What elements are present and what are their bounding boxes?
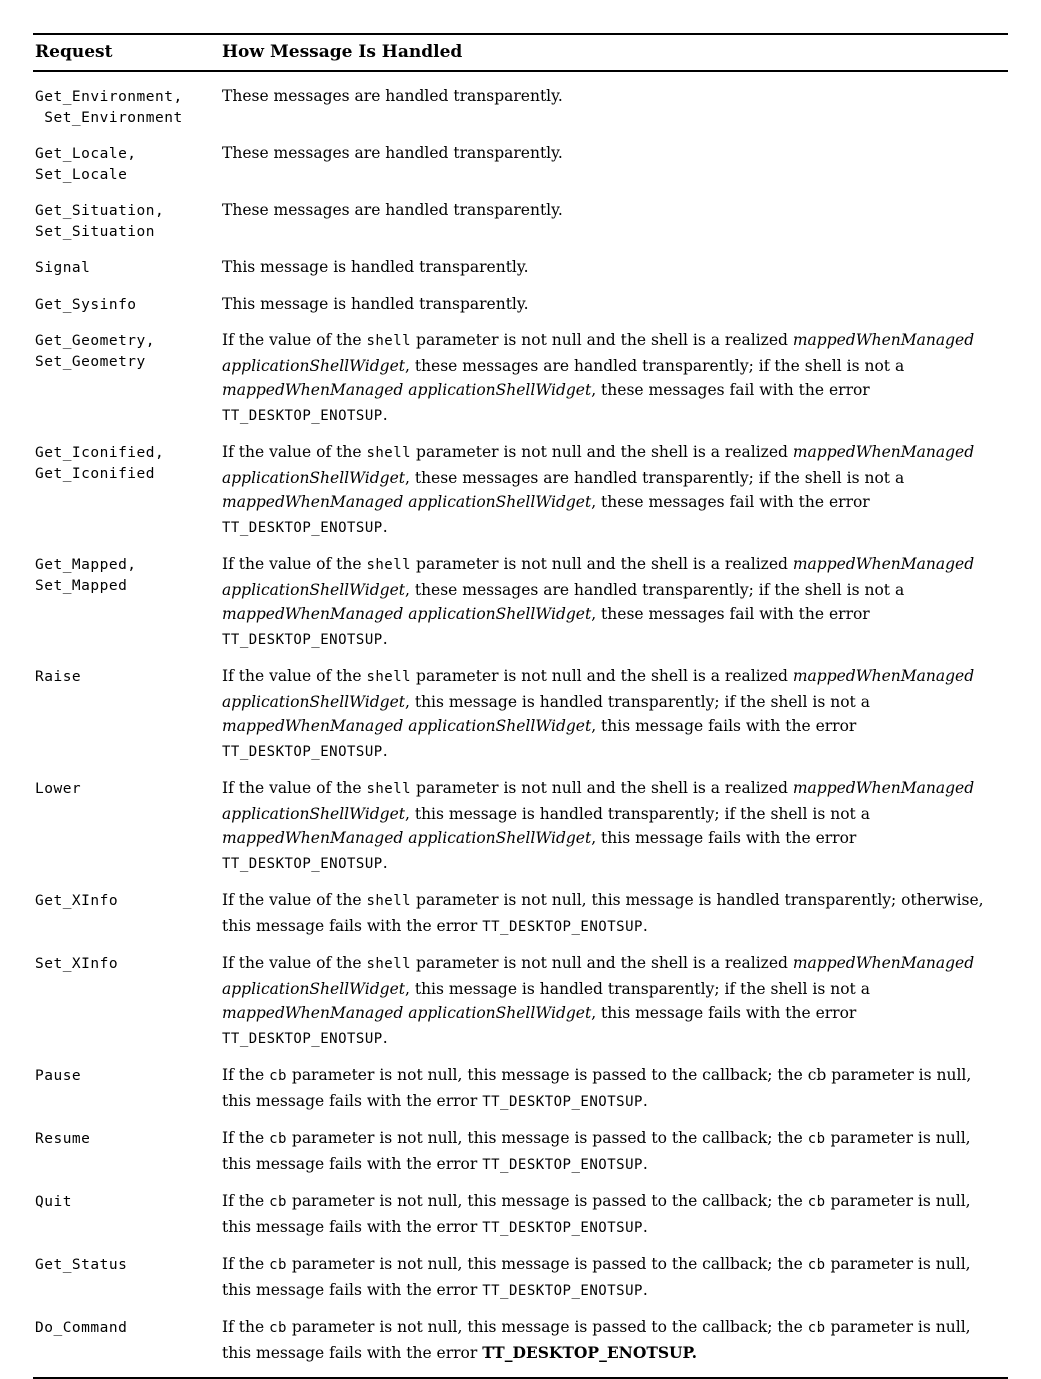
request-cell xyxy=(33,141,222,186)
description-segment: shell xyxy=(366,956,412,972)
description-segment: parameter is not null and the shell is a realized xyxy=(411,331,793,349)
table-row xyxy=(33,664,1008,764)
description-segment: TT_DESKTOP_ENOTSUP xyxy=(222,519,383,536)
description-segment: , this message fails with the error xyxy=(591,717,857,735)
request-cell xyxy=(33,664,222,688)
description-segment: parameter is not null, this message is passed to the callback; the xyxy=(286,1255,808,1273)
description-cell xyxy=(222,776,994,876)
request-line: Get_Environment, xyxy=(35,89,183,105)
description-segment: mappedWhenManaged applicationShellWidget xyxy=(222,779,975,823)
description-segment: parameter is null, this message fails with the error xyxy=(222,1255,971,1299)
description-segment: parameter is not null and the shell is a realized xyxy=(411,779,793,797)
description-segment: . xyxy=(642,1280,648,1299)
table-row xyxy=(33,1252,1008,1303)
description-segment: mappedWhenManaged applicationShellWidget xyxy=(222,493,592,511)
description-segment: TT_DESKTOP_ENOTSUP xyxy=(482,1093,643,1110)
description-segment: parameter is not null and the shell is a realized xyxy=(411,954,793,972)
description-cell xyxy=(222,1315,994,1365)
description-segment: . xyxy=(642,1091,648,1110)
description-segment: . xyxy=(382,1028,388,1047)
description-segment: , these messages are handled transparently; if the shell is not a xyxy=(404,356,905,375)
table-row xyxy=(33,1315,1008,1365)
description-segment: shell xyxy=(366,333,412,349)
description-segment: If the value of the xyxy=(222,954,367,972)
request-cell xyxy=(33,198,222,243)
description-cell xyxy=(222,1126,994,1177)
description-segment: cb xyxy=(269,1320,287,1336)
description-segment: This message is handled transparently. xyxy=(222,294,529,313)
description-segment: shell xyxy=(366,669,412,685)
description-segment: mappedWhenManaged applicationShellWidget xyxy=(222,443,975,487)
table-row xyxy=(33,888,1008,939)
request-line: Get_Geometry, xyxy=(35,333,155,349)
description-segment: , this message fails with the error xyxy=(591,1004,857,1022)
request-cell xyxy=(33,951,222,975)
description-segment: If the value of the xyxy=(222,667,367,685)
description-segment: TT_DESKTOP_ENOTSUP xyxy=(222,1030,383,1047)
description-segment: . xyxy=(382,853,388,872)
description-segment: , this message is handled transparently; if the shell is not a xyxy=(404,804,870,823)
description-segment: TT_DESKTOP_ENOTSUP xyxy=(222,631,383,648)
description-segment: cb xyxy=(269,1257,287,1273)
description-segment: . xyxy=(382,517,388,536)
description-segment: cb xyxy=(269,1068,287,1084)
description-segment: cb xyxy=(269,1194,287,1210)
request-line: Get_XInfo xyxy=(35,893,119,909)
table-header-row xyxy=(33,35,1008,72)
table-row xyxy=(33,292,1008,317)
request-line: Lower xyxy=(35,781,82,797)
description-segment: shell xyxy=(366,893,412,909)
table-row xyxy=(33,141,1008,186)
table-row xyxy=(33,440,1008,540)
description-segment: shell xyxy=(366,557,412,573)
description-segment: cb xyxy=(807,1131,826,1147)
description-segment: If the value of the xyxy=(222,779,367,797)
description-segment: parameter is not null, this message is passed to the callback; the xyxy=(286,1192,808,1210)
request-cell xyxy=(33,552,222,597)
description-segment: mappedWhenManaged applicationShellWidget xyxy=(222,331,975,375)
request-cell xyxy=(33,328,222,373)
description-segment: If the value of the xyxy=(222,555,367,573)
description-segment: , this message fails with the error xyxy=(591,829,857,847)
table-row xyxy=(33,1063,1008,1114)
description-segment: cb xyxy=(807,1320,826,1336)
description-segment: . xyxy=(642,916,648,935)
request-cell xyxy=(33,292,222,316)
request-line: Signal xyxy=(35,260,91,276)
description-segment: , these messages are handled transparently; if the shell is not a xyxy=(404,580,905,599)
description-segment: TT_DESKTOP_ENOTSUP xyxy=(482,1156,643,1173)
description-segment: TT_DESKTOP_ENOTSUP xyxy=(222,855,383,872)
description-segment: . xyxy=(382,405,388,424)
description-segment: mappedWhenManaged applicationShellWidget xyxy=(222,829,592,847)
description-segment: , these messages fail with the error xyxy=(591,493,870,511)
description-cell xyxy=(222,84,994,109)
request-cell xyxy=(33,84,222,129)
description-cell xyxy=(222,664,994,764)
request-cell xyxy=(33,1126,222,1150)
description-segment: parameter is null, this message fails with the error xyxy=(222,1318,971,1362)
description-cell xyxy=(222,328,994,428)
request-line: Set_Situation xyxy=(35,224,155,240)
description-segment: If the value of the xyxy=(222,891,367,909)
request-line: Get_Iconified xyxy=(35,466,155,482)
description-segment: If the value of the xyxy=(222,443,367,461)
request-line: Raise xyxy=(35,669,82,685)
description-cell xyxy=(222,888,994,939)
description-segment: parameter is not null, this message is passed to the callback; the cb parameter is null, this message fails with the error xyxy=(222,1066,972,1110)
request-line: Get_Sysinfo xyxy=(35,296,137,313)
description-segment: parameter is not null and the shell is a realized xyxy=(411,667,793,685)
table-row xyxy=(33,951,1008,1051)
request-line: Do_Command xyxy=(35,1320,128,1336)
description-segment: parameter is not null and the shell is a realized xyxy=(411,443,793,461)
description-cell xyxy=(222,552,994,652)
description-cell xyxy=(222,1063,994,1114)
table-row xyxy=(33,776,1008,876)
request-line: Set_Mapped xyxy=(35,578,128,594)
description-segment: mappedWhenManaged applicationShellWidget xyxy=(222,555,975,599)
description-segment: parameter is null, this message fails with the error xyxy=(222,1192,971,1236)
description-segment: parameter is not null, this message is passed to the callback; the xyxy=(286,1129,808,1147)
description-cell xyxy=(222,440,994,540)
request-line: Get_Mapped, xyxy=(35,557,137,573)
description-segment: , these messages fail with the error xyxy=(591,381,870,399)
request-line: Set_Environment xyxy=(35,110,183,126)
column-header-how-handled: How Message Is Handled xyxy=(222,42,463,62)
table-row xyxy=(33,1189,1008,1240)
description-cell xyxy=(222,1252,994,1303)
description-cell xyxy=(222,255,994,280)
description-segment: . xyxy=(382,741,388,760)
description-segment: TT_DESKTOP_ENOTSUP xyxy=(482,1219,643,1236)
request-cell xyxy=(33,255,222,279)
description-segment: These messages are handled transparently. xyxy=(222,87,563,105)
description-segment: , this message is handled transparently; if the shell is not a xyxy=(404,692,870,711)
table-body xyxy=(33,84,1008,1365)
request-cell xyxy=(33,1315,222,1339)
table-row xyxy=(33,1126,1008,1177)
request-line: Get_Status xyxy=(35,1257,128,1273)
description-segment: If the xyxy=(222,1066,270,1084)
description-cell xyxy=(222,141,994,166)
request-cell xyxy=(33,1252,222,1276)
request-cell xyxy=(33,1189,222,1213)
description-segment: cb xyxy=(269,1131,287,1147)
request-line: Resume xyxy=(35,1131,91,1147)
table-row xyxy=(33,198,1008,243)
description-segment: These messages are handled transparently. xyxy=(222,144,563,162)
description-segment: , this message is handled transparently; if the shell is not a xyxy=(404,979,870,998)
request-line: Set_Geometry xyxy=(35,354,146,370)
description-segment: shell xyxy=(366,445,412,461)
description-segment: If the xyxy=(222,1129,270,1147)
description-segment: If the xyxy=(222,1192,270,1210)
table-row xyxy=(33,255,1008,280)
description-segment: TT_DESKTOP_ENOTSUP. xyxy=(482,1342,698,1362)
description-segment: If the value of the xyxy=(222,331,367,349)
request-line: Set_XInfo xyxy=(35,956,119,972)
description-segment: cb xyxy=(807,1194,826,1210)
description-segment: mappedWhenManaged applicationShellWidget xyxy=(222,605,592,623)
table-row xyxy=(33,328,1008,428)
description-segment: mappedWhenManaged applicationShellWidget xyxy=(222,381,592,399)
request-cell xyxy=(33,440,222,485)
request-cell xyxy=(33,888,222,912)
description-segment: shell xyxy=(366,781,412,797)
description-cell xyxy=(222,951,994,1051)
description-segment: If the xyxy=(222,1318,270,1336)
description-segment: TT_DESKTOP_ENOTSUP xyxy=(482,918,643,935)
description-segment: TT_DESKTOP_ENOTSUP xyxy=(222,407,383,424)
description-segment: parameter is not null, this message is passed to the callback; the xyxy=(286,1318,808,1336)
description-segment: . xyxy=(382,629,388,648)
description-segment: If the xyxy=(222,1255,270,1273)
description-cell xyxy=(222,198,994,223)
table-row xyxy=(33,552,1008,652)
description-segment: This message is handled transparently. xyxy=(222,258,529,276)
request-line: Get_Locale, xyxy=(35,146,137,162)
description-segment: parameter is not null, this message is handled transparently; otherwise, this message fails with the error xyxy=(222,891,984,935)
request-line: Pause xyxy=(35,1068,82,1084)
column-header-request: Request xyxy=(35,42,113,62)
request-cell xyxy=(33,776,222,800)
description-segment: . xyxy=(642,1217,648,1236)
description-segment: mappedWhenManaged applicationShellWidget xyxy=(222,717,592,735)
description-segment: . xyxy=(642,1154,648,1173)
request-line: Get_Iconified, xyxy=(35,445,165,461)
description-segment: , these messages are handled transparently; if the shell is not a xyxy=(404,468,905,487)
request-line: Get_Situation, xyxy=(35,203,165,219)
description-segment: parameter is null, this message fails with the error xyxy=(222,1129,971,1173)
request-line: Set_Locale xyxy=(35,167,128,183)
description-cell xyxy=(222,292,994,317)
description-segment: TT_DESKTOP_ENOTSUP xyxy=(482,1282,643,1299)
description-cell xyxy=(222,1189,994,1240)
request-line: Quit xyxy=(35,1194,72,1210)
description-segment: mappedWhenManaged applicationShellWidget xyxy=(222,954,975,998)
description-segment: TT_DESKTOP_ENOTSUP xyxy=(222,743,383,760)
description-segment: parameter is not null and the shell is a realized xyxy=(411,555,793,573)
table-row xyxy=(33,84,1008,129)
description-segment: mappedWhenManaged applicationShellWidget xyxy=(222,1004,592,1022)
description-segment: These messages are handled transparently. xyxy=(222,201,563,219)
description-segment: cb xyxy=(807,1257,826,1273)
description-segment: mappedWhenManaged applicationShellWidget xyxy=(222,667,975,711)
description-segment: , these messages fail with the error xyxy=(591,605,870,623)
message-handling-table xyxy=(33,33,1008,1379)
request-cell xyxy=(33,1063,222,1087)
